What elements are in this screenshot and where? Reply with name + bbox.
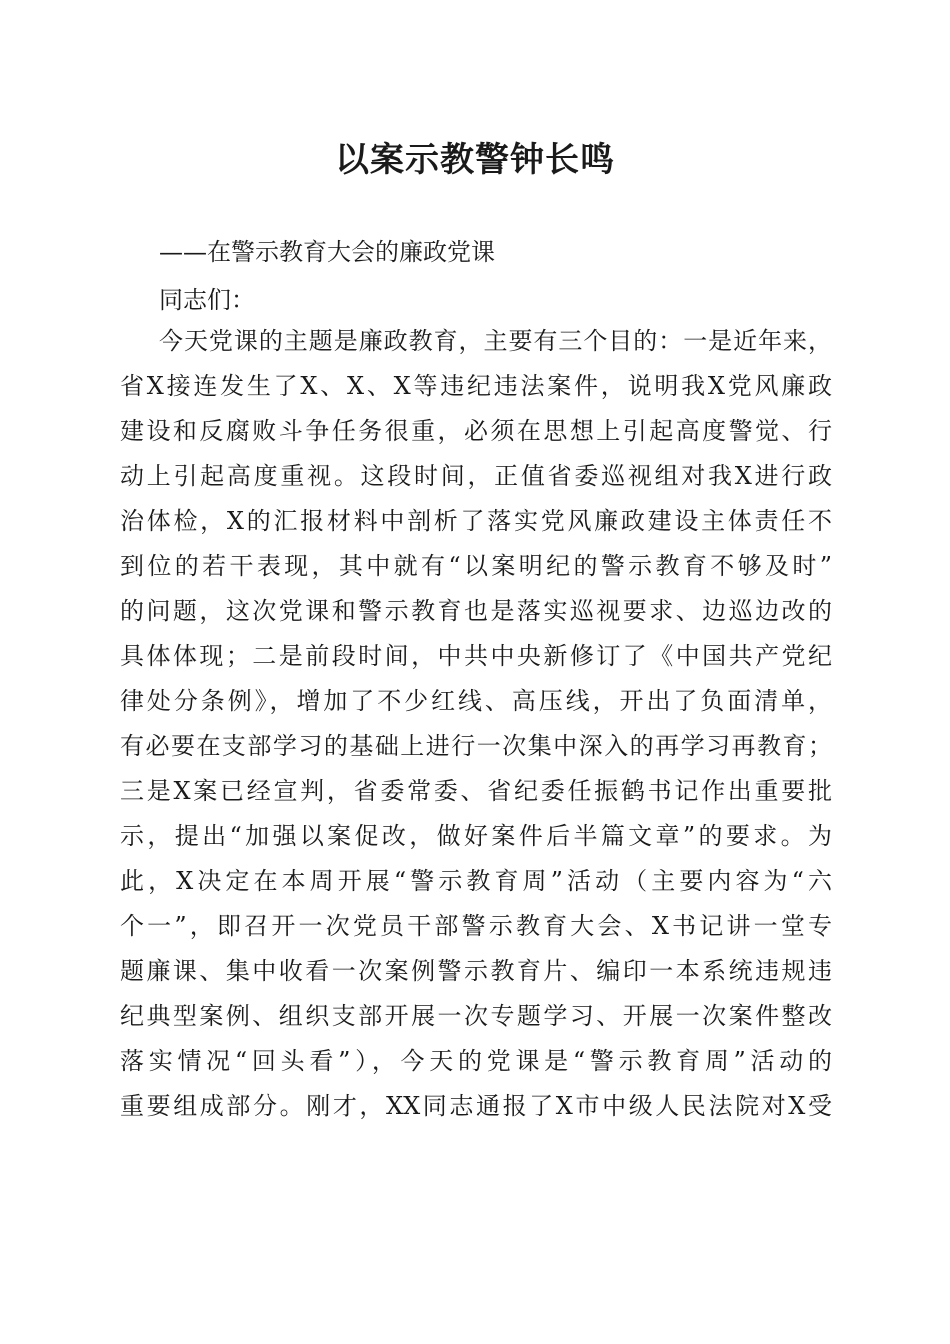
body-paragraph-line: 今天党课的主题是廉政教育，主要有三个目的：一是近年来， [159,327,832,355]
body-paragraph-line: 有必要在支部学习的基础上进行一次集中深入的再学习再教育； [120,732,832,760]
body-paragraph-line: 三是X案已经宣判，省委常委、省纪委任振鹤书记作出重要批 [120,777,832,805]
body-paragraph-line: 个一”，即召开一次党员干部警示教育大会、X书记讲一堂专 [120,912,832,940]
body-paragraph-line: 题廉课、集中收看一次案例警示教育片、编印一本系统违规违 [120,957,832,985]
body-paragraph-line: 省X接连发生了X、X、X等违纪违法案件，说明我X党风廉政 [120,372,832,400]
body-paragraph-line: 的问题，这次党课和警示教育也是落实巡视要求、边巡边改的 [120,597,832,625]
body-paragraph-line: 重要组成部分。刚才，XX同志通报了X市中级人民法院对X受 [120,1092,832,1120]
body-paragraph-line: 动上引起高度重视。这段时间，正值省委巡视组对我X进行政 [120,462,832,490]
body-paragraph-line: 此，X决定在本周开展“警示教育周”活动（主要内容为“六 [120,867,832,895]
body-paragraph-line: 具体体现；二是前段时间，中共中央新修订了《中国共产党纪 [120,642,832,670]
subtitle: ——在警示教育大会的廉政党课 [159,238,495,266]
page-title: 以案示教警钟长鸣 [335,140,615,180]
body-paragraph-line: 纪典型案例、组织支部开展一次专题学习、开展一次案件整改 [120,1002,832,1030]
body-paragraph-line: 示，提出“加强以案促改，做好案件后半篇文章”的要求。为 [120,822,832,850]
body-paragraph-line: 落实情况“回头看”），今天的党课是“警示教育周”活动的 [120,1047,832,1075]
body-paragraph-line: 到位的若干表现，其中就有“以案明纪的警示教育不够及时” [120,552,832,580]
body-paragraph-line: 建设和反腐败斗争任务很重，必须在思想上引起高度警觉、行 [120,417,832,445]
salutation: 同志们： [159,286,255,314]
body-paragraph-line: 律处分条例》，增加了不少红线、高压线，开出了负面清单， [120,687,832,715]
body-paragraph-line: 治体检，X的汇报材料中剖析了落实党风廉政建设主体责任不 [120,507,832,535]
